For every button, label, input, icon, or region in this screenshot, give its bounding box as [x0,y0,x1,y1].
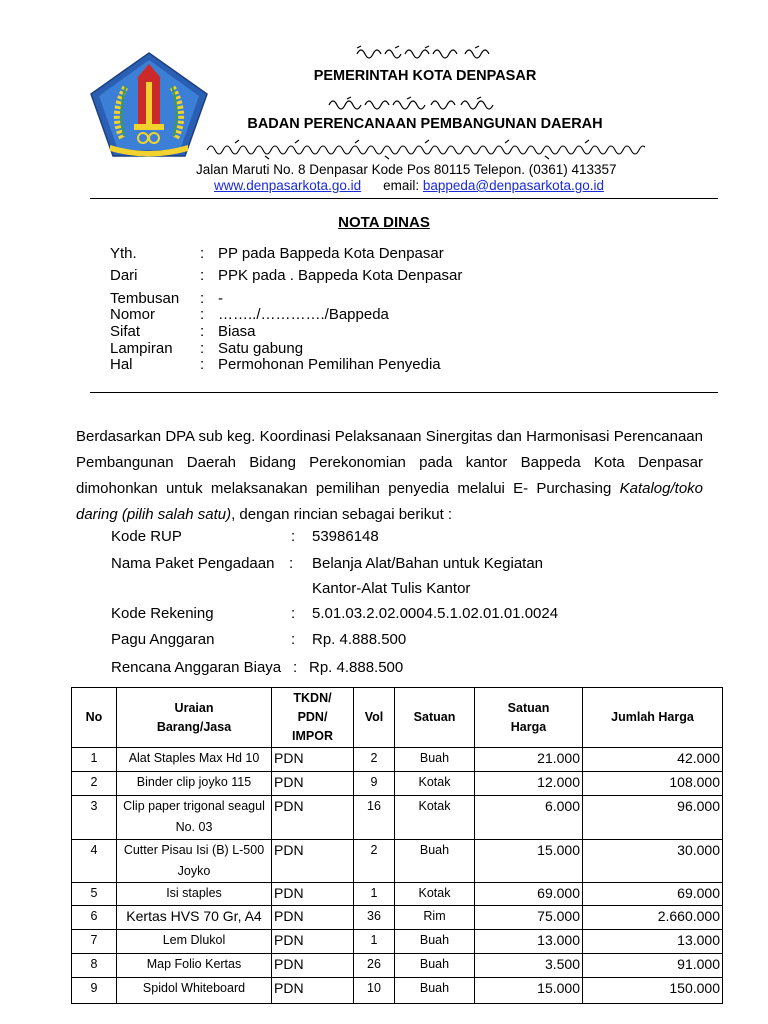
header-tkdn-line1: TKDN/ [293,691,332,705]
cell-jumlah-harga: 96.000 [583,796,723,840]
cell-vol: 1 [354,930,395,954]
cell-uraian [117,978,272,1004]
cell-no: 3 [72,796,117,840]
memo-field-value: Satu gabung [218,340,304,357]
balinese-script-line-2 [327,95,509,109]
government-name: PEMERINTAH KOTA DENPASAR [313,68,537,84]
memo-field-value: PPK pada . Bappeda Kota Denpasar [218,267,463,284]
header-satuan: Satuan [395,688,475,748]
cell-no: 5 [72,883,117,906]
detail-label: Kode RUP [111,528,182,545]
header-vol: Vol [354,688,395,748]
cell-satuan: Buah [395,930,475,954]
cell-no: 8 [72,954,117,978]
memo-field-sep: : [200,340,205,357]
denpasar-city-emblem-icon [88,50,210,160]
cell-vol: 16 [354,796,395,840]
detail-sep: : [289,555,294,572]
header-jumlah-harga: Jumlah Harga [583,688,723,748]
website-link[interactable]: www.denpasarkota.go.id [214,178,362,193]
cell-tkdn: PDN [272,883,354,906]
cell-harga-satuan: 6.000 [475,796,583,840]
detail-value: Rp. 4.888.500 [309,659,404,676]
cell-harga-satuan: 21.000 [475,748,583,772]
memo-divider [90,392,718,393]
header-harga-line2: Harga [510,719,547,734]
detail-label: Pagu Anggaran [111,631,215,648]
memo-field-value: ……../…………./Bappeda [218,306,389,323]
detail-sep: : [293,659,298,676]
memo-field-value: Permohonan Pemilihan Penyedia [218,356,441,373]
detail-sep: : [291,528,296,545]
header-harga-satuan [475,688,583,748]
cell-uraian [117,906,272,930]
cell-uraian-text: Cutter Pisau Isi (B) L-500 [123,843,265,857]
table-row [72,796,723,840]
email-label: email: [383,178,420,193]
cell-vol: 1 [354,883,395,906]
header-uraian-line1: Uraian [174,700,214,715]
table-row [72,883,723,906]
balinese-script-line-1 [355,44,503,58]
cell-tkdn: PDN [272,930,354,954]
detail-value: Belanja Alat/Bahan untuk Kegiatan [312,555,544,572]
cell-harga-satuan: 13.000 [475,930,583,954]
detail-value: Rp. 4.888.500 [312,631,407,648]
cell-jumlah-harga: 108.000 [583,772,723,796]
cell-uraian [117,883,272,906]
cell-harga-satuan: 3.500 [475,954,583,978]
balinese-script-line-3 [205,138,645,152]
paragraph-italic-text: Katalog/toko daring (pilih salah satu) [76,480,704,523]
contact-line [214,178,604,193]
cell-uraian-text: Isi staples [166,886,222,900]
table-row [72,748,723,772]
table-row [72,978,723,1004]
cell-uraian [117,772,272,796]
body-paragraph [76,424,703,528]
memo-field-sep: : [200,290,205,307]
memo-field-label: Sifat [110,323,141,340]
cell-jumlah-harga: 69.000 [583,883,723,906]
table-row [72,906,723,930]
header-no: No [72,688,117,748]
table-row [72,772,723,796]
cell-uraian-text: Spidol Whiteboard [142,981,246,995]
cell-satuan: Kotak [395,796,475,840]
memo-field-sep: : [200,267,205,284]
memo-field-value: Biasa [218,323,256,340]
detail-label: Rencana Anggaran Biaya [111,659,282,676]
cell-satuan: Kotak [395,883,475,906]
cell-harga-satuan: 75.000 [475,906,583,930]
cell-tkdn: PDN [272,840,354,883]
memo-field-value: - [218,290,223,307]
cell-uraian [117,748,272,772]
cell-harga-satuan: 15.000 [475,840,583,883]
cell-no: 9 [72,978,117,1004]
table-row [72,954,723,978]
cell-uraian-text: Clip paper trigonal seagul [123,799,265,813]
cell-vol: 9 [354,772,395,796]
document-title: NOTA DINAS [338,214,430,231]
cell-vol: 36 [354,906,395,930]
cell-jumlah-harga: 150.000 [583,978,723,1004]
cell-no: 4 [72,840,117,883]
cell-uraian-text: Alat Staples Max Hd 10 [128,751,260,765]
detail-sep: : [291,631,296,648]
email-link[interactable]: bappeda@denpasarkota.go.id [422,178,604,193]
memo-field-value: PP pada Bappeda Kota Denpasar [218,245,444,262]
cell-no: 2 [72,772,117,796]
cell-no: 7 [72,930,117,954]
cell-satuan: Buah [395,748,475,772]
cell-vol: 10 [354,978,395,1004]
memo-field-sep: : [200,306,205,323]
memo-field-label: Dari [110,267,138,284]
cell-no: 1 [72,748,117,772]
table-header-row [72,688,723,748]
cell-jumlah-harga: 91.000 [583,954,723,978]
header-harga-line1: Satuan [507,700,550,715]
cell-jumlah-harga: 42.000 [583,748,723,772]
cell-tkdn: PDN [272,796,354,840]
table-row [72,840,723,883]
memo-field-sep: : [200,245,205,262]
cell-tkdn: PDN [272,906,354,930]
paragraph-main-text: Berdasarkan DPA sub keg. Koordinasi Pelaksanaan Sinergitas dan Harmonisasi Perencanaan Pembangunan Daerah Bidang Perekonomian pada kantor Bappeda Kota Denpasar dimohonkan untuk melaksanakan pemilihan penyedia melalui E- Purchasing [76,428,703,497]
cell-uraian-text: Lem Dlukol [162,933,226,947]
cell-tkdn: PDN [272,954,354,978]
memo-field-label: Tembusan [110,290,180,307]
memo-field-label: Hal [110,356,133,373]
cell-vol: 2 [354,748,395,772]
cell-jumlah-harga: 2.660.000 [583,906,723,930]
memo-field-sep: : [200,323,205,340]
detail-value: 5.01.03.2.02.0004.5.1.02.01.01.0024 [312,605,559,622]
detail-label: Nama Paket Pengadaan [111,555,275,572]
cell-vol: 26 [354,954,395,978]
items-table [71,687,723,1004]
address-line: Jalan Maruti No. 8 Denpasar Kode Pos 80115 Telepon. (0361) 413357 [196,162,617,177]
cell-satuan: Buah [395,840,475,883]
cell-harga-satuan: 69.000 [475,883,583,906]
memo-field-label: Lampiran [110,340,173,357]
detail-label: Kode Rekening [111,605,214,622]
cell-jumlah-harga: 13.000 [583,930,723,954]
cell-tkdn: PDN [272,978,354,1004]
cell-satuan: Buah [395,954,475,978]
paragraph-end-text: , dengan rincian sebagai berikut : [231,506,453,523]
letterhead-divider [90,198,718,199]
cell-uraian [117,930,272,954]
header-uraian-line2: Barang/Jasa [156,719,232,734]
cell-satuan: Kotak [395,772,475,796]
cell-harga-satuan: 12.000 [475,772,583,796]
cell-uraian-text: Binder clip joyko 115 [136,775,252,789]
header-tkdn [272,688,354,748]
detail-value-continued: Kantor-Alat Tulis Kantor [312,580,471,597]
agency-name: BADAN PERENCANAAN PEMBANGUNAN DAERAH [247,116,603,132]
header-uraian [117,688,272,748]
detail-value: 53986148 [312,528,379,545]
cell-satuan: Buah [395,978,475,1004]
cell-harga-satuan: 15.000 [475,978,583,1004]
cell-no: 6 [72,906,117,930]
header-tkdn-line3: IMPOR [292,729,333,743]
cell-tkdn: PDN [272,748,354,772]
cell-uraian [117,840,272,883]
cell-uraian-text-line2: Joyko [177,864,211,878]
cell-tkdn: PDN [272,772,354,796]
cell-uraian-text: Map Folio Kertas [146,957,242,971]
memo-field-label: Nomor [110,306,156,323]
cell-uraian [117,796,272,840]
cell-uraian [117,954,272,978]
cell-uraian-text-line2: No. 03 [175,820,213,834]
memo-field-sep: : [200,356,205,373]
table-row [72,930,723,954]
cell-uraian-text: Kertas HVS 70 Gr, A4 [126,908,262,924]
cell-vol: 2 [354,840,395,883]
cell-satuan: Rim [395,906,475,930]
detail-sep: : [291,605,296,622]
memo-field-label: Yth. [110,245,137,262]
header-tkdn-line2: PDN/ [297,710,328,724]
cell-jumlah-harga: 30.000 [583,840,723,883]
